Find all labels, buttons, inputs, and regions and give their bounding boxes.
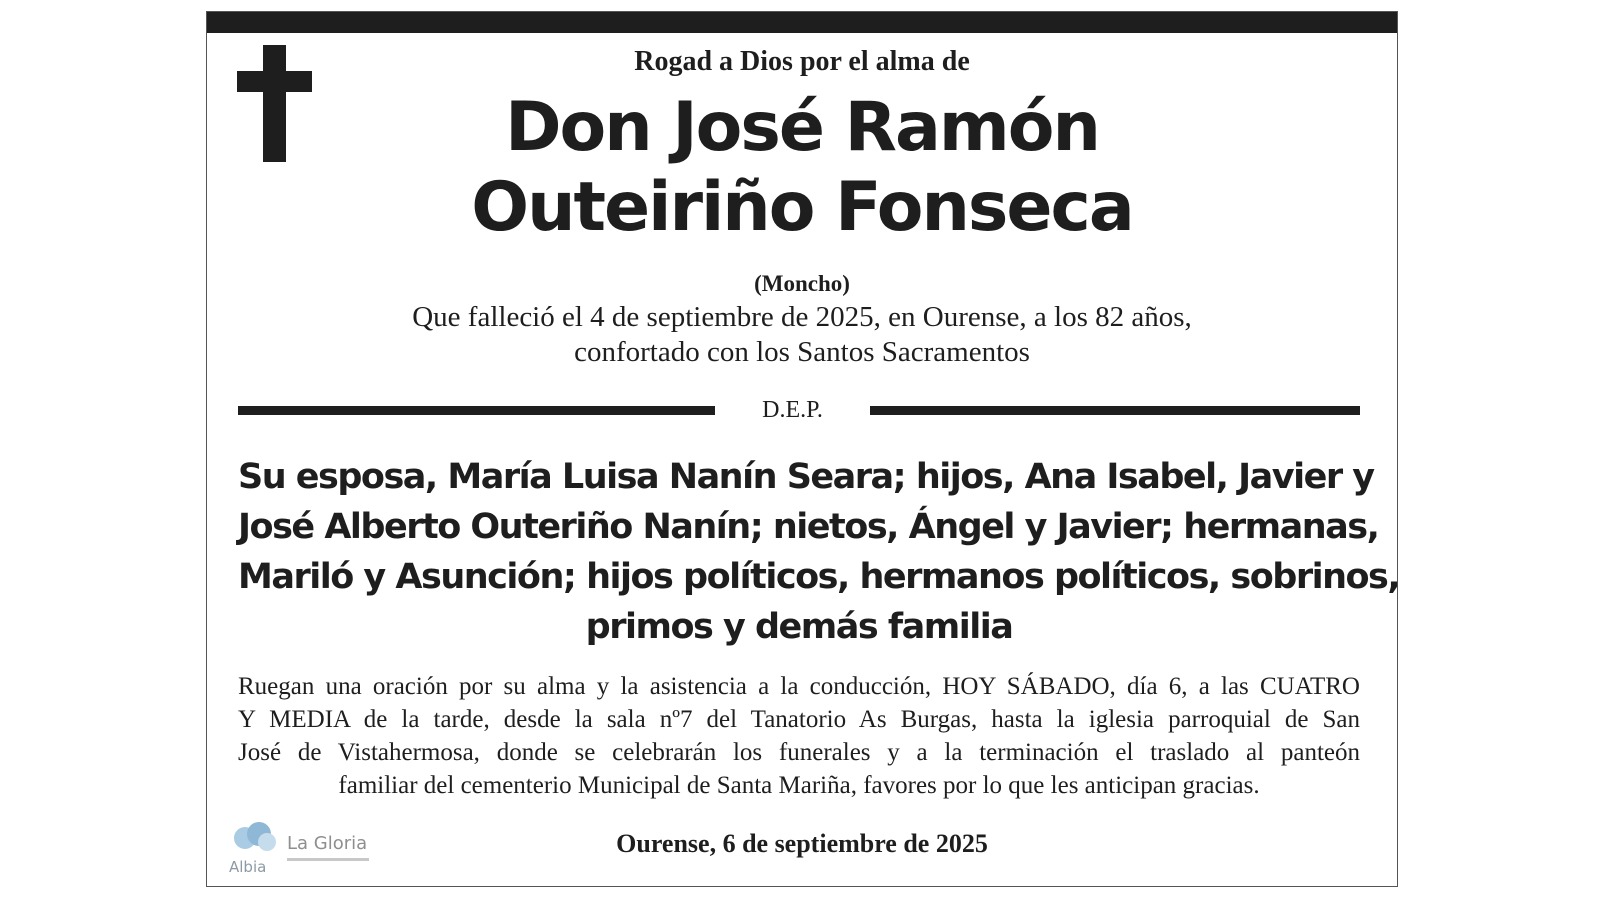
deceased-name-line: Outeiriño Fonseca <box>471 168 1133 247</box>
albia-logo-text: Albia <box>229 858 267 876</box>
obituary-notice <box>206 11 1398 887</box>
top-black-bar <box>207 12 1397 33</box>
family-paragraph <box>238 452 1400 652</box>
funeral-paragraph <box>238 670 1360 802</box>
death-details-line: Que falleció el 4 de septiembre de 2025, en Ourense, a los 82 años, <box>412 301 1192 333</box>
la-gloria-tagline <box>287 858 369 861</box>
funeral-line: José de Vistahermosa, donde se celebrarán los funerales y a la terminación el traslado al panteón <box>238 739 1360 766</box>
funeral-line: Y MEDIA de la tarde, desde la sala nº7 del Tanatorio As Burgas, hasta la iglesia parroquial de San <box>238 706 1360 733</box>
deceased-name <box>207 88 1397 248</box>
family-line: Su esposa, María Luisa Nanín Seara; hijos, Ana Isabel, Javier y <box>238 457 1374 497</box>
death-details-line: confortado con los Santos Sacramentos <box>574 336 1030 368</box>
divider-rule-left <box>238 406 715 415</box>
family-line: José Alberto Outeriño Nanín; nietos, Ángel y Javier; hermanas, <box>238 507 1379 547</box>
place-date: Ourense, 6 de septiembre de 2025 <box>616 829 988 858</box>
nickname: (Moncho) <box>754 271 850 296</box>
albia-logo-icon <box>231 820 279 856</box>
la-gloria-logo-text: La Gloria <box>287 833 368 854</box>
dep-label: D.E.P. <box>762 397 823 423</box>
deceased-name-line: Don José Ramón <box>505 88 1099 167</box>
death-details <box>207 300 1397 370</box>
funeral-line: Ruegan una oración por su alma y la asistencia a la conducción, HOY SÁBADO, día 6, a las CUATRO <box>238 673 1360 700</box>
divider-rule-right <box>870 406 1360 415</box>
family-line: primos y demás familia <box>585 607 1013 647</box>
funeral-line: familiar del cementerio Municipal de Santa Mariña, favores por lo que les anticipan gracias. <box>338 772 1260 799</box>
intro-text: Rogad a Dios por el alma de <box>634 46 970 77</box>
funeral-home-logo <box>225 820 375 880</box>
family-line: Mariló y Asunción; hijos políticos, hermanos políticos, sobrinos, <box>238 557 1400 597</box>
